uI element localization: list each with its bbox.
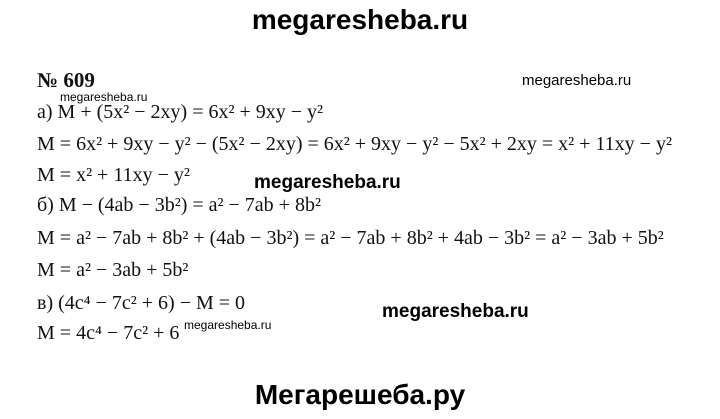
solution-line-2: M = 6x² + 9xy − y² − (5x² − 2xy) = 6x² + 9xy − y² − 5x² + 2xy = x² + 11xy − y² (37, 133, 672, 155)
watermark-right-small: megaresheba.ru (522, 72, 632, 89)
solution-line-4: б) M − (4ab − 3b²) = a² − 7ab + 8b² (37, 194, 321, 216)
solution-line-1: а) M + (5x² − 2xy) = 6x² + 9xy − y² (37, 101, 324, 123)
solution-line-6: M = a² − 3ab + 5b² (37, 259, 189, 281)
solution-line-7: в) (4c⁴ − 7c² + 6) − M = 0 (37, 292, 246, 314)
watermark-medium-2: megaresheba.ru (382, 301, 529, 322)
solution-line-3: M = x² + 11xy − y² (37, 164, 190, 186)
solution-line-8: M = 4c⁴ − 7c² + 6 (37, 322, 180, 344)
footer-watermark: Мегарешеба.ру (254, 379, 466, 410)
solution-line-5: M = a² − 7ab + 8b² + (4ab − 3b²) = a² − 7ab + 8b² + 4ab − 3b² = a² − 3ab + 5b² (37, 227, 664, 249)
header-watermark: megaresheba.ru (251, 4, 469, 35)
task-number: № 609 (37, 68, 95, 92)
watermark-medium-1: megaresheba.ru (254, 172, 401, 193)
watermark-small-2: megaresheba.ru (184, 318, 272, 332)
watermark-small-1: megaresheba.ru (60, 90, 148, 104)
